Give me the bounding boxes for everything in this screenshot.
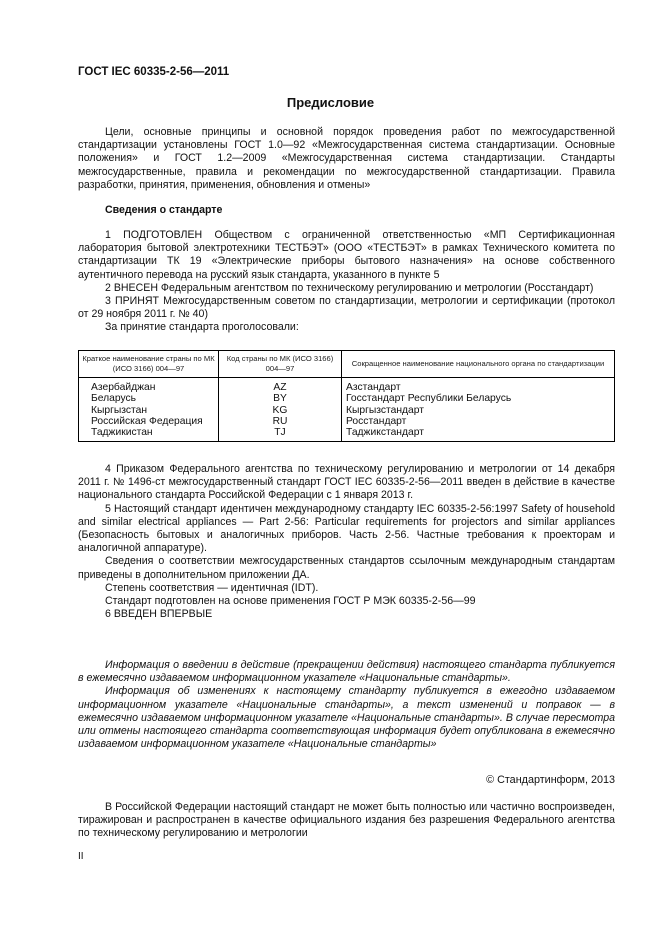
country-cell: Азербайджан <box>79 378 219 394</box>
item-5: 5 Настоящий стандарт идентичен международному стандарту IEC 60335-2-56:1997 Safety of household and similar electrical appliances — Part 2-56: Particular requirements for projectors and similar appliances (Безопасность бытовых и аналогичных приборов. Часть 2-56. Частные требования к проекторам и аналогичной аппаратуре). <box>78 502 615 555</box>
authority-cell: Таджикстандарт <box>342 427 615 442</box>
items-a-block <box>78 229 615 335</box>
table-header-country: Краткое наименование страны по МК (ИСО 3166) 004—97 <box>79 351 219 378</box>
notice-paragraph-2: Информация об изменениях к настоящему стандарту публикуется в ежегодно издаваемом информационном указателе «Национальные стандарты», а текст изменений и поправок — в ежемесячно издаваемом информационном указателе «Национальные стандарты». В случае пересмотра или отмены настоящего стандарта соответствующая информация будет опубликована в ежемесячно издаваемом информационном указателе «Национальные стандарты» <box>78 685 615 751</box>
intro-paragraph: Цели, основные принципы и основной порядок проведения работ по межгосударственной стандартизации установлены ГОСТ 1.0—92 «Межгосударственная система стандартизации. Основные положения» и ГОСТ 1.2—2009 «Межгосударственная система стандартизации. Стандарты межгосударственные, правила и рекомендации по межгосударственной стандартизации. Правила разработки, принятия, применения, обновления и отмены» <box>78 126 615 191</box>
rights-paragraph: В Российской Федерации настоящий стандарт не может быть полностью или частично воспроизведен, тиражирован и распространен в качестве официального издания без разрешения Федерального агентства по техническому регулированию и метрологии <box>78 801 615 840</box>
country-cell: Таджикистан <box>79 427 219 442</box>
country-cell: Беларусь <box>79 393 219 404</box>
item-3: 3 ПРИНЯТ Межгосударственным советом по стандартизации, метрологии и сертификации (протокол от 29 ноября 2011 г. № 40) <box>78 295 615 321</box>
code-cell: AZ <box>219 378 342 394</box>
code-cell: BY <box>219 393 342 404</box>
notice-paragraph-1: Информация о введении в действие (прекращении действия) настоящего стандарта публикуется в ежемесячно издаваемом информационном указателе «Национальные стандарты». <box>78 659 615 685</box>
authority-cell: Госстандарт Республики Беларусь <box>342 393 615 404</box>
code-cell: RU <box>219 416 342 427</box>
document-header: ГОСТ IEC 60335-2-56—2011 <box>78 66 230 78</box>
code-cell: KG <box>219 405 342 416</box>
authority-cell: Росстандарт <box>342 416 615 427</box>
intro-block <box>78 126 615 192</box>
page-title: Предисловие <box>286 95 375 110</box>
items-b-block <box>78 463 615 621</box>
authority-cell: Кыргызстандарт <box>342 405 615 416</box>
table-row <box>79 427 615 442</box>
authority-cell: Азстандарт <box>342 378 615 394</box>
table-row <box>79 393 615 404</box>
table-row <box>79 378 615 394</box>
table-header-authority: Сокращенное наименование национального органа по стандартизации <box>342 351 615 378</box>
table-row <box>79 416 615 427</box>
code-cell: TJ <box>219 427 342 442</box>
item-2: 2 ВНЕСЕН Федеральным агентством по техническому регулированию и метрологии (Росстандарт) <box>105 281 594 294</box>
references-note: Сведения о соответствии межгосударственных стандартов ссылочным международным стандартам приведены в дополнительном приложении ДА. <box>78 555 615 581</box>
table-header-row <box>79 351 615 378</box>
copyright-line: © Стандартинформ, 2013 <box>486 774 615 786</box>
info-heading-block <box>78 204 615 217</box>
country-cell: Российская Федерация <box>79 416 219 427</box>
vote-caption: За принятие стандарта проголосовали: <box>105 321 299 334</box>
basis-note: Стандарт подготовлен на основе применения ГОСТ Р МЭК 60335-2-56—99 <box>105 595 476 608</box>
item-4: 4 Приказом Федерального агентства по техническому регулированию и метрологии от 14 декабря 2011 г. № 1496-ст межгосударственный стандарт ГОСТ IEC 60335-2-56—2011 введен в действие в качестве национального стандарта Российской Федерации с 1 января 2013 г. <box>78 463 615 502</box>
rights-block <box>78 801 615 841</box>
table-row <box>79 405 615 416</box>
table-header-code: Код страны по МК (ИСО 3166) 004—97 <box>219 351 342 378</box>
item-1: 1 ПОДГОТОВЛЕН Обществом с ограниченной ответственностью «МП Сертификационная лаборатория бытовой электротехники ТЕСТБЭТ» (ООО «ТЕСТБЭТ» в рамках Технического комитета по стандартизации ТК 19 «Электрические приборы бытового назначения» на основе собственного аутентичного перевода на русский язык стандарта, указанного в пункте 5 <box>78 229 615 281</box>
page-number: II <box>78 851 84 862</box>
notice-block <box>78 659 615 751</box>
info-heading: Сведения о стандарте <box>105 204 223 216</box>
conformity-degree: Степень соответствия — идентичная (IDT). <box>105 581 319 594</box>
item-6: 6 ВВЕДЕН ВПЕРВЫЕ <box>105 608 213 621</box>
countries-table <box>78 350 615 442</box>
country-cell: Кыргызстан <box>79 405 219 416</box>
